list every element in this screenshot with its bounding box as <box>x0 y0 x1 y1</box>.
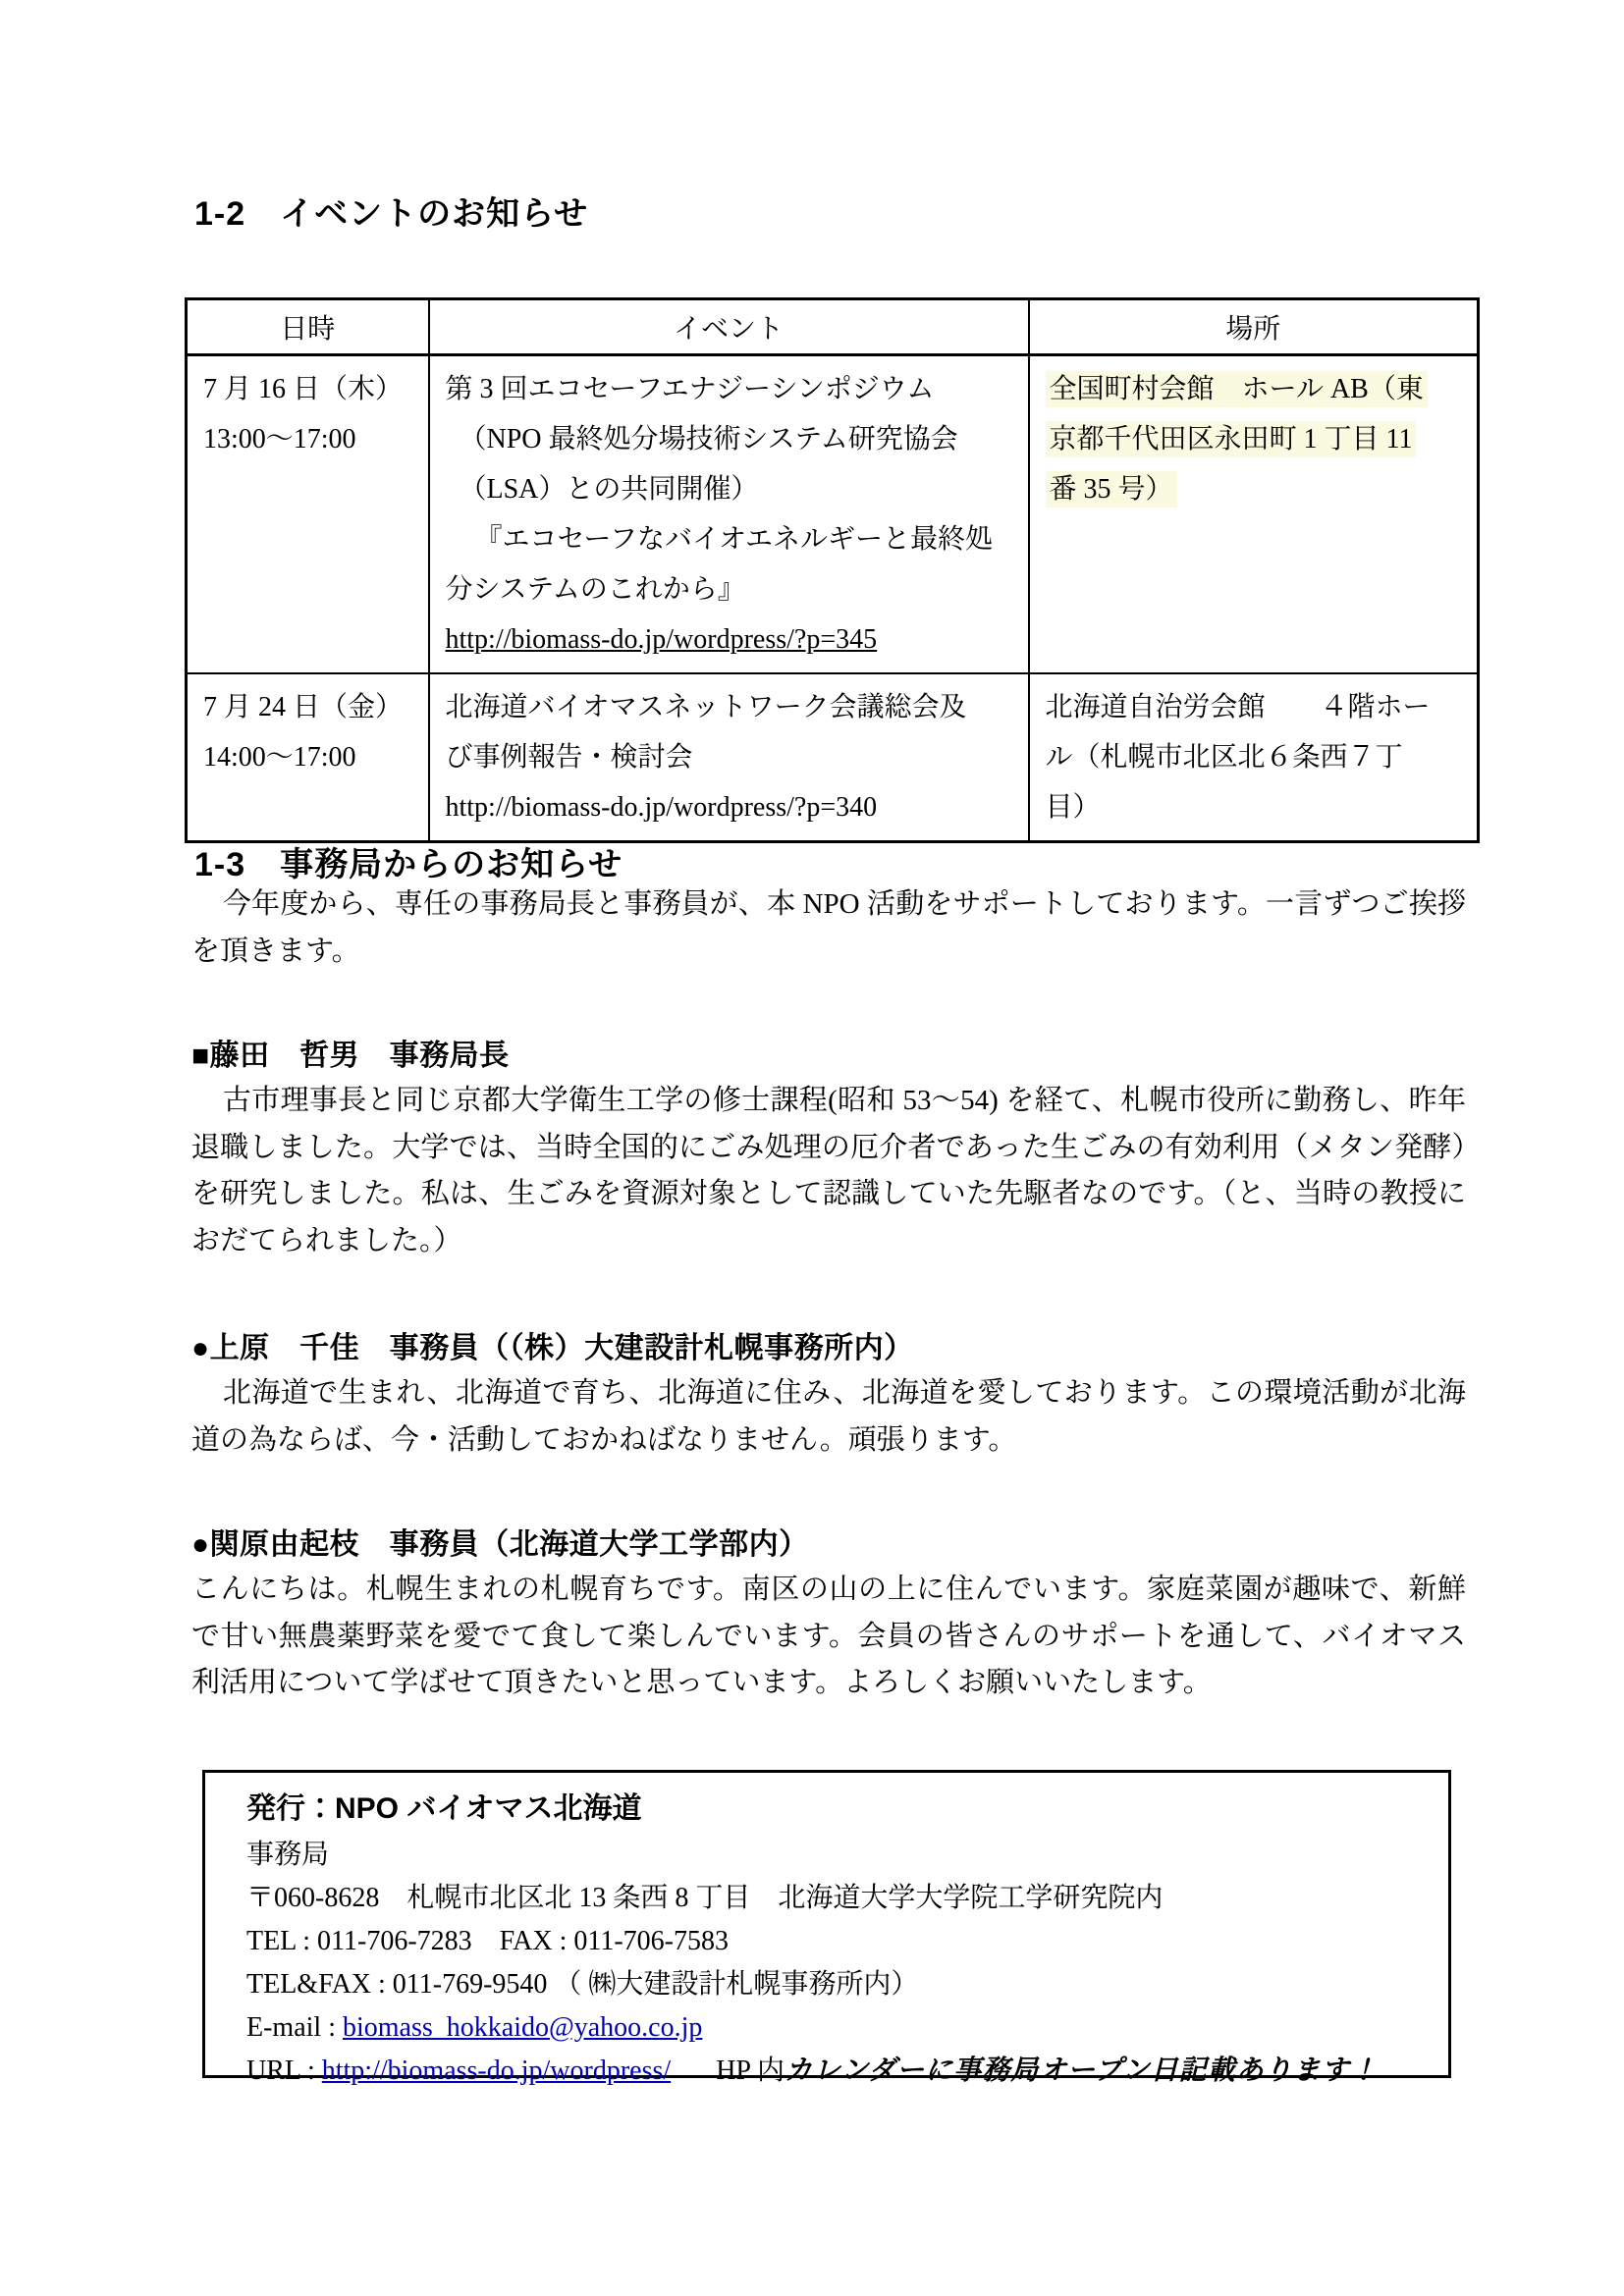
event2-place-line1: 北海道自治労会館 ４階ホー <box>1045 692 1431 722</box>
member-paragraph-sekihara: こんにちは。札幌生まれの札幌育ちです。南区の山の上に住んでいます。家庭菜園が趣味で、新鮮で甘い無農薬野菜を愛でて食して楽しんでいます。会員の皆さんのサポートを通して、バイオマス利活用について学ばせて頂きたいと思っています。よろしくお願いいたします。 <box>191 1574 1466 1698</box>
member-heading-uehara: ●上原 千佳 事務員（（株）大建設計札幌事務所内） <box>191 1332 914 1364</box>
section-heading-events: 1-2 イベントのお知らせ <box>194 195 589 233</box>
event2-date: 7 月 24 日（金） <box>203 692 404 722</box>
publisher-box <box>202 1770 1451 2086</box>
event1-date: 7 月 16 日（木） <box>203 374 404 404</box>
event1-place-line2: 京都千代田区永田町 1 丁目 11 <box>1046 421 1417 457</box>
event2-event-cell <box>429 673 1029 842</box>
col-header-datetime: 日時 <box>187 299 429 355</box>
office-intro-paragraph: 今年度から、専任の事務局長と事務員が、本 NPO 活動をサポートしております。一言ずつご挨拶を頂きます。 <box>191 888 1466 967</box>
event2-datetime-cell <box>187 673 429 842</box>
event1-title-line: 第 3 回エコセーフエナジーシンポジウム <box>445 374 935 404</box>
event1-subtitle-line1: 『エコセーフなバイオエネルギーと最終処 <box>474 524 994 555</box>
member-paragraph-fujita: 古市理事長と同じ京都大学衛生工学の修士課程(昭和 53～54) を経て、札幌市役所に勤務し、昨年退職しました。大学では、当時全国的にごみ処理の厄介者であった生ごみの有効利用（メタン発酵）を研究しました。私は、生ごみを資源対象として認識していた先駆者なのです。（と、当時の教授に おだてられました。） <box>191 1085 1466 1256</box>
event1-place-cell <box>1029 355 1479 674</box>
publisher-address: 〒060-8628 札幌市北区北 13 条西 8 丁目 北海道大学大学院工学研究院内 <box>246 1883 1164 1913</box>
hp-note-plain: HP 内 <box>716 2056 785 2086</box>
member-heading-fujita: ■藤田 哲男 事務局長 <box>191 1040 510 1072</box>
publisher-title: 発行：NPO バイオマス北海道 <box>246 1792 642 1825</box>
publisher-email-line <box>246 2006 1425 2050</box>
event2-time: 14:00～17:00 <box>203 742 356 773</box>
event1-subtitle-line2: 分システムのこれから』 <box>445 574 745 605</box>
event2-place-line3: 目） <box>1045 792 1101 823</box>
member-heading-sekihara: ●関原由起枝 事務員（北海道大学工学部内） <box>191 1528 809 1561</box>
events-table-header-row <box>187 299 1479 355</box>
url-label: URL : <box>246 2056 322 2086</box>
event1-place-line3: 番 35 号） <box>1046 471 1177 507</box>
member-paragraph-uehara: 北海道で生まれ、北海道で育ち、北海道に住み、北海道を愛しております。この環境活動が北海道の為ならば、今・活動しておかねばなりません。頑張ります。 <box>191 1377 1466 1456</box>
website-link[interactable]: http://biomass-do.jp/wordpress/ <box>321 2056 672 2086</box>
event2-title-line2: び事例報告・検討会 <box>445 742 693 773</box>
email-link[interactable]: biomass_hokkaido@yahoo.co.jp <box>342 2012 703 2043</box>
event2-title-line1: 北海道バイオマスネットワーク会議総会及 <box>445 692 967 722</box>
email-label: E-mail : <box>246 2012 343 2043</box>
col-header-event: イベント <box>429 299 1029 355</box>
event1-datetime-cell <box>187 355 429 674</box>
publisher-telfax2: TEL&FAX : 011-769-9540 （ ㈱大建設計札幌事務所内） <box>246 1969 919 2000</box>
event1-place-line1: 全国町村会館 ホール AB（東 <box>1046 371 1428 407</box>
section-heading-office: 1-3 事務局からのお知らせ <box>194 846 623 883</box>
event2-url-link[interactable]: http://biomass-do.jp/wordpress/?p=340 <box>445 792 878 823</box>
event1-coorg-line2: （LSA）との共同開催） <box>459 474 759 505</box>
event1-url-link[interactable]: http://biomass-do.jp/wordpress/?p=345 <box>445 624 878 655</box>
event1-time: 13:00～17:00 <box>203 424 356 454</box>
publisher-office: 事務局 <box>246 1840 330 1870</box>
col-header-place: 場所 <box>1029 299 1479 355</box>
event2-place-line2: ル（札幌市北区北６条西７丁 <box>1045 742 1403 773</box>
event2-place-cell <box>1029 673 1479 842</box>
events-table <box>185 297 1480 843</box>
hp-note-bold: カレンダーに事務局オープン日記載あります！ <box>784 2056 1379 2086</box>
event1-coorg-line1: （NPO 最終処分場技術システム研究協会 <box>459 424 958 454</box>
event1-event-cell <box>429 355 1029 674</box>
publisher-tel-fax: TEL : 011-706-7283 FAX : 011-706-7583 <box>246 1926 729 1956</box>
table-row <box>187 673 1479 842</box>
publisher-url-line <box>246 2050 1425 2093</box>
table-row <box>187 355 1479 674</box>
